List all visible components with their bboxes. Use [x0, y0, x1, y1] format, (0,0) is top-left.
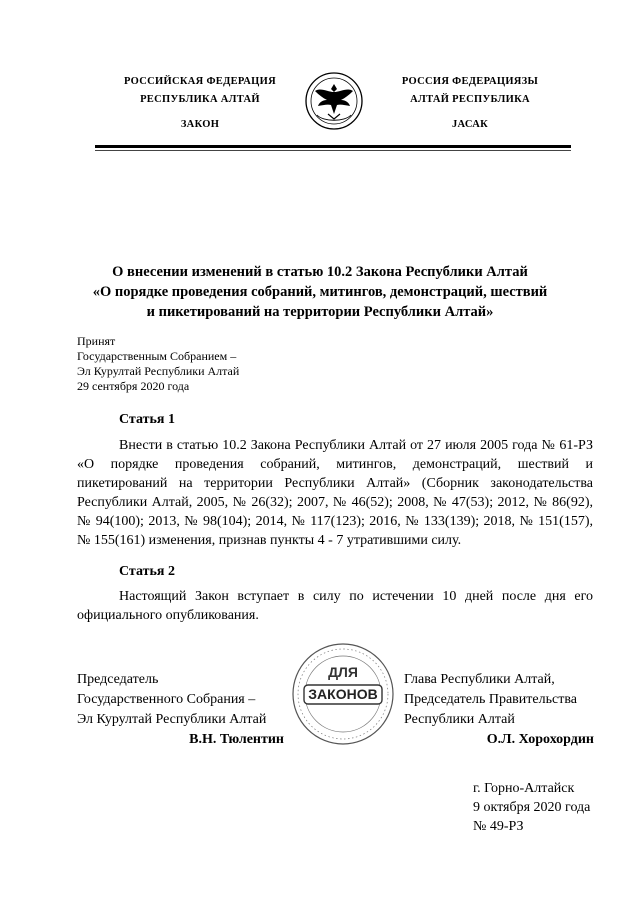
- signature-left-line2: Государственного Собрания –: [77, 692, 256, 707]
- adoption-line2: Государственным Собранием –: [77, 349, 237, 363]
- article1-paragraph: Внести в статью 10.2 Закона Республики Алтай от 27 июля 2005 года № 61-РЗ «О порядке проведения собраний, митингов, демонстраций, шествий и пикетирований на территории Республики Алтай» (Сборник законодательства Республики Алтай, 2005, № 26(32); 2007, № 46(52); 2008, № 47(53); 2012, № 86(92), № 94(100); 2013, № 98(104); 2014, № 117(123); 2016, № 133(139); 2018, № 151(157), № 155(161) изменения, признав пункты 4 - 7 утратившими силу.: [77, 438, 593, 548]
- adoption-note: [77, 334, 239, 394]
- adoption-line1: Принят: [77, 334, 116, 348]
- header-divider-thin: [95, 150, 571, 151]
- signature-right-line2: Председатель Правительства: [404, 692, 577, 707]
- article1-text: [77, 436, 593, 550]
- adoption-date: 29 сентября 2020 года: [77, 379, 190, 393]
- coat-of-arms-emblem-icon: [301, 70, 367, 132]
- adoption-line3: Эл Курултай Республики Алтай: [77, 364, 240, 378]
- article2-text: [77, 587, 593, 625]
- header-divider-thick: [95, 145, 571, 148]
- stamp-text-main: ЗАКОНОВ: [308, 686, 378, 702]
- header-left-doc-type: ЗАКОН: [180, 119, 220, 130]
- law-title: [60, 262, 580, 322]
- header-left-line2: РЕСПУБЛИКА АЛТАЙ: [140, 94, 260, 105]
- stamp-seal: [282, 640, 404, 748]
- issue-details: [473, 779, 590, 836]
- article2-heading: Статья 2: [119, 564, 175, 579]
- law-title-line3: и пикетирований на территории Республики Алтай»: [146, 304, 494, 320]
- issue-place: г. Горно-Алтайск: [473, 781, 575, 796]
- stamp-text-top: ДЛЯ: [328, 664, 358, 680]
- header-right-line2: АЛТАЙ РЕСПУБЛИКА: [410, 94, 530, 105]
- signature-left-line1: Председатель: [77, 672, 159, 687]
- law-title-line2: «О порядке проведения собраний, митингов, демонстраций, шествий: [92, 284, 548, 300]
- header-right-line1: РОССИЯ ФЕДЕРАЦИЯЗЫ: [401, 76, 539, 87]
- signature-left-name: В.Н. Тюлентин: [189, 732, 284, 747]
- signature-right: [404, 670, 594, 750]
- signature-right-line1: Глава Республики Алтай,: [404, 672, 555, 687]
- signature-right-name: О.Л. Хорохордин: [486, 732, 594, 747]
- article2-paragraph: Настоящий Закон вступает в силу по истечении 10 дней после дня его официального опубликования.: [77, 589, 593, 623]
- article1-heading: Статья 1: [119, 412, 175, 427]
- law-title-line1: О внесении изменений в статью 10.2 Закона Республики Алтай: [112, 264, 528, 280]
- signature-right-line3: Республики Алтай: [404, 712, 515, 727]
- law-number: № 49-РЗ: [473, 819, 524, 834]
- signature-left-line3: Эл Курултай Республики Алтай: [77, 712, 267, 727]
- header-left-line1: РОССИЙСКАЯ ФЕДЕРАЦИЯ: [124, 76, 276, 87]
- header-right-doc-type: JАСАК: [451, 119, 489, 130]
- signature-left: [77, 670, 284, 750]
- issue-date: 9 октября 2020 года: [473, 800, 591, 815]
